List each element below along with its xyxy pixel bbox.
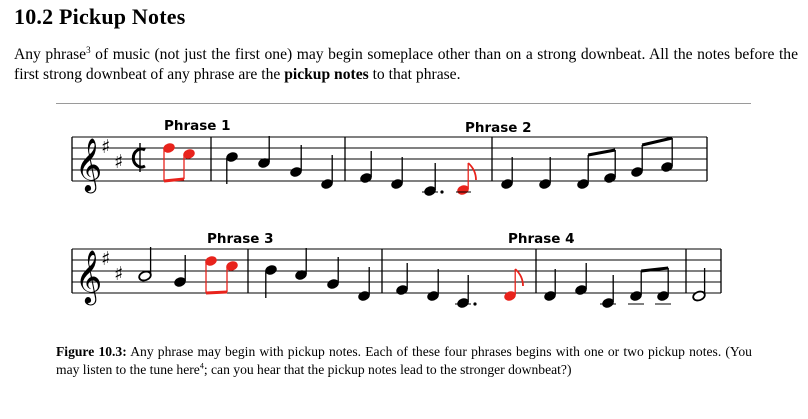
measure: [265, 248, 371, 302]
pickup-notes-term: pickup notes: [284, 66, 369, 83]
note: [631, 166, 644, 177]
phrase-label-3: Phrase 3: [207, 231, 274, 247]
note: [457, 184, 470, 195]
pickup-notes-phrase-2: [456, 163, 476, 196]
note: [544, 290, 557, 301]
note: [457, 297, 470, 308]
measure: [544, 263, 671, 309]
phrase-label-2: Phrase 2: [465, 120, 532, 136]
staff-system-1: [72, 118, 707, 197]
sharp-f-icon: ♯: [101, 248, 111, 270]
phrase-label-4: Phrase 4: [508, 231, 575, 247]
paragraph-text: of music (not just the first one) may begin someplace other than on a strong downbeat. All the notes before the first strong downbeat of any phrase are the: [14, 46, 799, 83]
note: [360, 172, 373, 183]
figure-caption: [56, 343, 752, 379]
staff-system-2: [72, 231, 721, 309]
note: [396, 284, 409, 295]
cut-time-icon: [133, 143, 145, 172]
sharp-c-icon: ♯: [114, 263, 124, 285]
pickup-notes-phrase-4: [504, 269, 523, 302]
footnote-4-link[interactable]: 4: [199, 361, 204, 371]
note: [321, 178, 334, 189]
measure: [692, 268, 706, 302]
caption-text: ; can you hear that the pickup notes lead to the stronger downbeat?): [203, 362, 572, 377]
note: [501, 178, 514, 189]
note: [174, 276, 187, 287]
note: [391, 178, 404, 189]
note: [327, 278, 340, 289]
paragraph-text: to that phrase.: [368, 66, 461, 83]
caption-label: Figure 10.3:: [56, 344, 127, 359]
pickup-notes-phrase-3: [205, 255, 239, 293]
note: [661, 161, 674, 172]
note: [539, 178, 552, 189]
treble-clef-icon: 𝄞: [75, 249, 103, 303]
caption-text: Any phrase may begin with pickup notes. Each of these four phrases begins with one or two pickup notes. (You may listen to the tune here: [56, 344, 752, 377]
note: [226, 151, 239, 162]
measure: [501, 138, 674, 190]
note: [630, 290, 643, 301]
phrase-label-1: Phrase 1: [164, 118, 231, 134]
measure: [396, 263, 477, 309]
sharp-c-icon: ♯: [114, 151, 124, 173]
section-heading: 10.2 Pickup Notes: [14, 4, 186, 29]
dot: [473, 302, 476, 305]
note: [265, 264, 278, 275]
treble-clef-icon: 𝄞: [75, 137, 103, 191]
note: [575, 284, 588, 295]
note: [358, 290, 371, 301]
note: [504, 290, 517, 301]
note: [290, 166, 303, 177]
note: [577, 178, 590, 189]
note: [424, 185, 437, 196]
measure: [360, 151, 444, 197]
note: [602, 297, 615, 308]
note: [604, 172, 617, 183]
dot: [440, 190, 443, 193]
note: [427, 290, 440, 301]
paragraph-text: Any phrase: [14, 46, 87, 63]
footnote-3-link[interactable]: 3: [86, 44, 91, 55]
measure: [226, 136, 334, 190]
sharp-f-icon: ♯: [101, 136, 111, 158]
note: [657, 290, 670, 301]
